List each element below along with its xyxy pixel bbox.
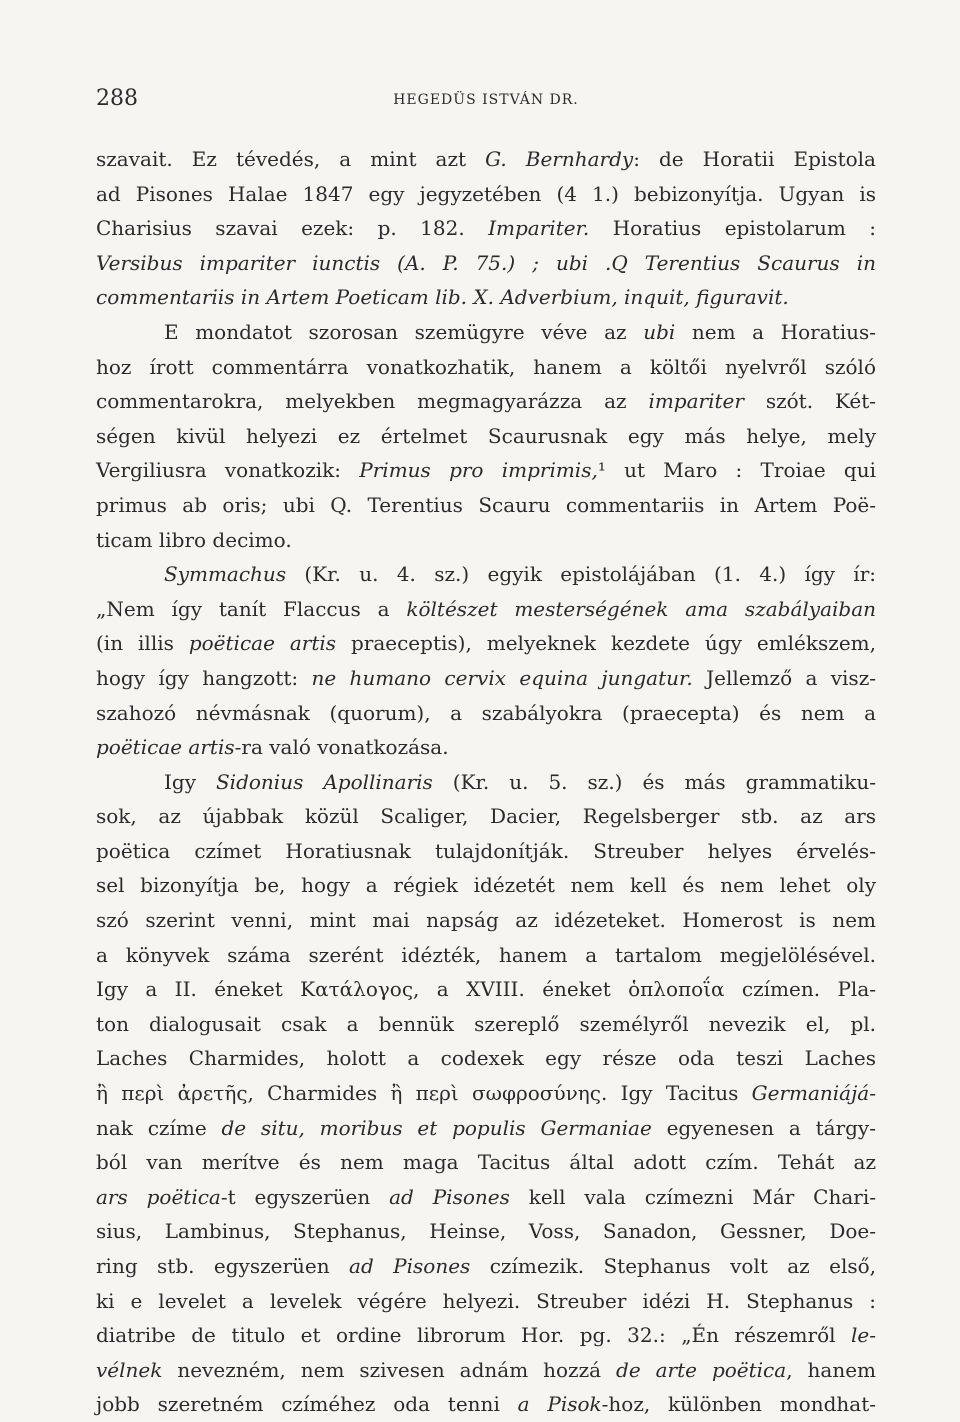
text-line xyxy=(96,488,876,523)
text-segment: egyenesen a tárgy- xyxy=(651,1115,876,1140)
text-line xyxy=(96,1180,876,1215)
text-segment: Jellemző a visz- xyxy=(692,665,876,690)
italic-text: le- xyxy=(851,1323,876,1348)
text-line xyxy=(96,246,876,281)
italic-text: ad Pisones xyxy=(349,1254,471,1278)
text-segment: -t egyszerüen xyxy=(220,1184,390,1209)
italic-text: Symmachus xyxy=(164,562,287,587)
italic-text: ars poëtica xyxy=(96,1184,221,1209)
italic-text: poëticae artis xyxy=(96,735,235,760)
running-head: HEGEDÜS ISTVÁN DR. xyxy=(393,92,579,108)
italic-text: G. Bernhardy xyxy=(485,147,634,171)
text-line xyxy=(96,1249,876,1284)
text-line xyxy=(96,1284,876,1319)
page-number: 288 xyxy=(96,86,138,111)
text-segment: nevezném, nem szivesen adnám hozzá xyxy=(162,1357,617,1382)
italic-text: ne humano cervix equina jungatur. xyxy=(311,665,693,690)
text-segment: E mondatot szorosan szemügyre véve az xyxy=(164,319,644,344)
italic-text: ad Pisones xyxy=(389,1184,510,1209)
text-line xyxy=(96,142,876,177)
text-segment: ticam libro decimo. xyxy=(96,527,292,552)
text-segment: diatribe de titulo et ordine librorum Hor. pg. 32.: „Én részemről xyxy=(96,1323,851,1348)
text-segment: ring stb. egyszerüen xyxy=(96,1254,350,1278)
italic-text: Versibus impariter iunctis (A. P. 75.) ; ubi .Q Terentius Scaurus in xyxy=(96,250,876,275)
italic-text: ubi xyxy=(643,319,676,344)
text-line xyxy=(96,523,876,558)
text-line xyxy=(96,557,876,592)
italic-text: Primus pro imprimis, xyxy=(359,458,598,483)
text-line xyxy=(96,211,876,246)
text-line xyxy=(96,1007,876,1042)
text-line xyxy=(96,419,876,454)
text-segment: commentarokra, melyekben megmagyarázza az xyxy=(96,389,649,414)
italic-text: de situ, moribus et populis Germaniae xyxy=(221,1115,652,1140)
text-line xyxy=(96,661,876,696)
text-segment: primus ab oris; ubi Q. Terentius Scauru commentariis in Artem Poë- xyxy=(96,492,876,517)
text-line xyxy=(96,1111,876,1146)
text-segment: ból van merítve és nem maga Tacitus által adott czím. Tehát az xyxy=(96,1150,876,1175)
text-segment: szahozó névmásnak (quorum), a szabályokra (praecepta) és nem a xyxy=(96,700,876,725)
text-segment: Horatius epistolarum : xyxy=(589,216,876,241)
text-segment: sius, Lambinus, Stephanus, Heinse, Voss, Sanadon, Gessner, Doe- xyxy=(96,1219,876,1244)
text-segment: , hanem xyxy=(786,1357,876,1382)
italic-text: poëticae artis xyxy=(188,631,337,656)
text-segment: Igy a II. éneket Κατάλογος, a XVIII. éneket ὁπλοποΐα czímen. Pla- xyxy=(96,977,876,1002)
text-segment: hogy így hangzott: xyxy=(96,665,312,690)
text-line xyxy=(96,1214,876,1249)
text-segment: szó szerint venni, mint mai napság az idézeteket. Homerost is nem xyxy=(96,908,876,933)
text-segment: nem a Horatius- xyxy=(675,319,877,344)
text-segment: a könyvek száma szerént idézték, hanem a tartalom megjelölésével. xyxy=(96,942,876,967)
text-line xyxy=(96,868,876,903)
text-line xyxy=(96,834,876,869)
text-segment: -hoz, különben mondhat- xyxy=(601,1392,876,1417)
italic-text: Germaniájá- xyxy=(751,1081,876,1106)
text-line xyxy=(96,1041,876,1076)
italic-text: vélnek xyxy=(96,1357,163,1382)
text-line xyxy=(96,730,876,765)
text-segment: -ra való vonatkozása. xyxy=(234,735,449,760)
text-line xyxy=(96,972,876,1007)
text-line xyxy=(96,938,876,973)
text-segment: Charisius szavai ezek: p. 182. xyxy=(96,216,489,241)
text-segment: (Kr. u. 4. sz.) egyik epistolájában (1. 4.) így ír: xyxy=(286,562,876,587)
text-segment: ki e levelet a levelek végére helyezi. Streuber idézi H. Stephanus : xyxy=(96,1288,876,1313)
body-text xyxy=(96,142,876,1422)
text-segment: : de Horatii Epistola xyxy=(633,147,876,171)
text-segment: jobb szeretném czíméhez oda tenni xyxy=(96,1392,518,1417)
text-line xyxy=(96,1353,876,1388)
text-segment: sel bizonyítja be, hogy a régiek idézetét nem kell és nem lehet oly xyxy=(96,873,876,898)
text-line xyxy=(96,799,876,834)
text-line xyxy=(96,315,876,350)
text-line xyxy=(96,1387,876,1422)
text-segment: ton dialogusait csak a bennük szereplő személyről nevezik el, pl. xyxy=(96,1011,876,1036)
italic-text: commentariis in Artem Poeticam lib. X. Adverbium, inquit, figuravit. xyxy=(96,285,789,310)
text-line xyxy=(96,626,876,661)
text-segment: czímezik. Stephanus volt az első, xyxy=(470,1254,877,1278)
text-segment: Vergiliusra vonatkozik: xyxy=(96,458,360,483)
text-segment: ¹ ut Maro : Troiae qui xyxy=(597,458,876,483)
text-segment: Igy xyxy=(164,769,216,794)
text-line xyxy=(96,1145,876,1180)
text-segment: (Kr. u. 5. sz.) és más grammatiku- xyxy=(432,769,876,794)
italic-text: Sidonius Apollinaris xyxy=(215,769,433,794)
text-segment: „Nem így tanít Flaccus a xyxy=(96,596,407,621)
text-segment: hoz írott commentárra vonatkozhatik, hanem a költői nyelvről szóló xyxy=(96,354,876,379)
text-segment: ἢ περὶ ἀρετῆς, Charmides ἢ περὶ σωφροσύνης. Igy Tacitus xyxy=(96,1081,752,1106)
text-segment: poëtica czímet Horatiusnak tulajdonítják. Streuber helyes érvelés- xyxy=(96,838,876,863)
text-line xyxy=(96,350,876,385)
text-segment: praeceptis), melyeknek kezdete úgy emlékszem, xyxy=(336,631,876,656)
text-segment: ad Pisones Halae 1847 egy jegyzetében (4 1.) bebizonyítja. Ugyan is xyxy=(96,181,876,206)
text-line xyxy=(96,1076,876,1111)
text-line xyxy=(96,280,876,315)
text-line xyxy=(96,384,876,419)
italic-text: a Pisok xyxy=(517,1392,602,1417)
italic-text: de arte poëtica xyxy=(616,1357,787,1382)
text-line xyxy=(96,1318,876,1353)
text-line xyxy=(96,765,876,800)
text-segment: szavait. Ez tévedés, a mint azt xyxy=(96,147,486,171)
text-line xyxy=(96,592,876,627)
italic-text: Impariter. xyxy=(488,216,590,241)
text-segment: nak czíme xyxy=(96,1115,222,1140)
text-line xyxy=(96,177,876,212)
text-line xyxy=(96,903,876,938)
text-segment: Laches Charmides, holott a codexek egy része oda teszi Laches xyxy=(96,1046,876,1071)
text-line xyxy=(96,453,876,488)
italic-text: költészet mesterségének ama szabályaiban xyxy=(406,596,876,621)
italic-text: impariter xyxy=(648,389,744,414)
text-segment: ségen kivül helyezi ez értelmet Scaurusnak egy más helye, mely xyxy=(96,423,876,448)
text-segment: sok, az újabbak közül Scaliger, Dacier, Regelsberger stb. az ars xyxy=(96,804,876,829)
text-line xyxy=(96,696,876,731)
text-segment: kell vala czímezni Már Chari- xyxy=(509,1184,876,1209)
text-segment: (in illis xyxy=(96,631,189,656)
text-segment: szót. Két- xyxy=(743,389,876,414)
page-header xyxy=(96,86,876,116)
